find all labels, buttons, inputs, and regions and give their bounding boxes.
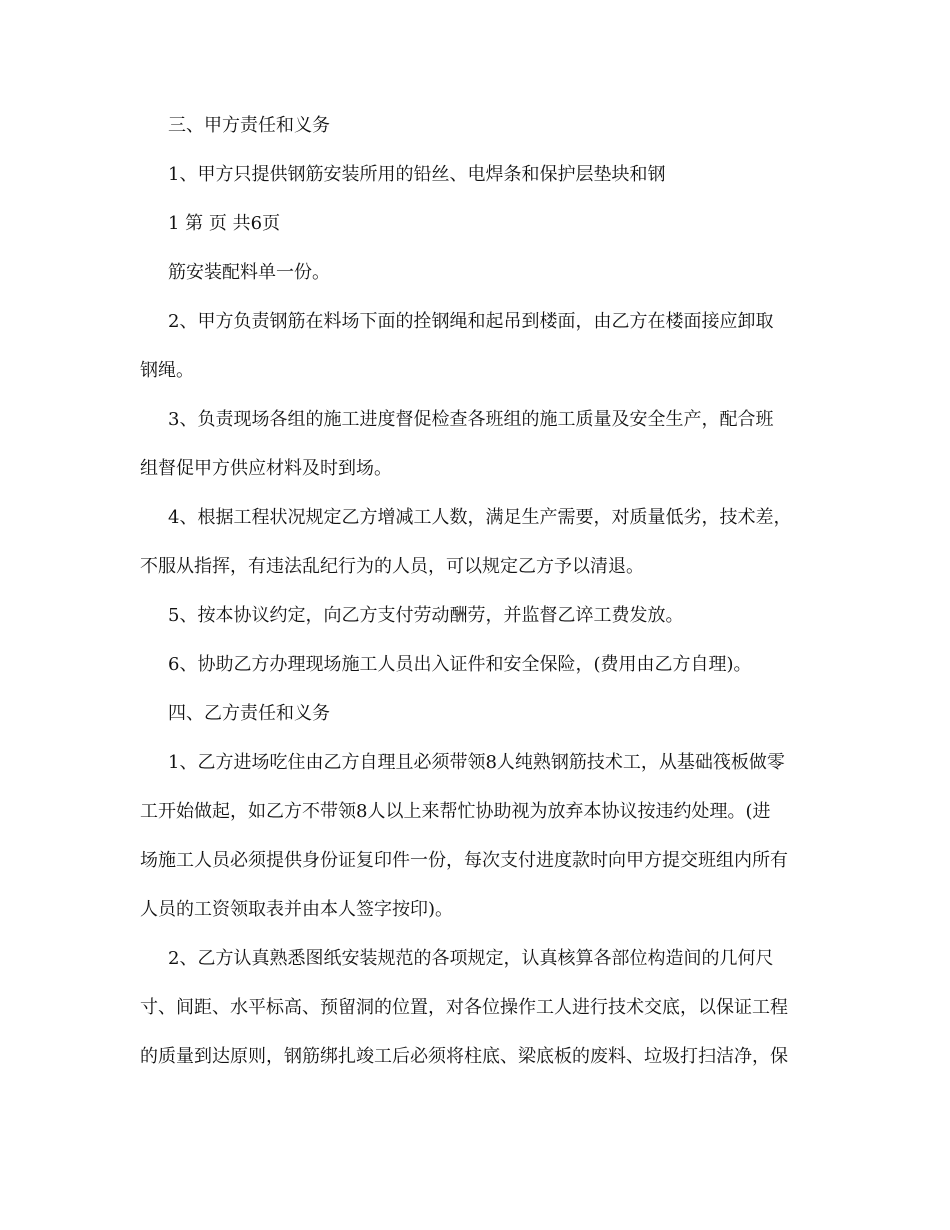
paragraph-line: 组督促甲方供应材料及时到场。 <box>140 458 392 479</box>
paragraph-line: 筋安装配料单一份。 <box>168 262 330 283</box>
paragraph-line: 不服从指挥，有违法乱纪行为的人员，可以规定乙方予以清退。 <box>140 556 644 577</box>
paragraph-line: 场施工人员必须提供身份证复印件一份，每次支付进度款时向甲方提交班组内所有 <box>140 850 788 871</box>
paragraph-line: 钢绳。 <box>140 360 194 381</box>
paragraph-line: 3、负责现场各组的施工进度督促检查各班组的施工质量及安全生产，配合班 <box>168 409 774 430</box>
paragraph-line: 的质量到达原则，钢筋绑扎竣工后必须将柱底、梁底板的废料、垃圾打扫洁净，保 <box>140 1046 788 1067</box>
paragraph-line: 工开始做起，如乙方不带领8人以上来帮忙协助视为放弃本协议按违约处理。(进 <box>140 801 771 822</box>
paragraph-line: 6、协助乙方办理现场施工人员出入证件和安全保险，(费用由乙方自理)。 <box>168 654 752 675</box>
page-number: 1 第 页 共6页 <box>168 213 281 234</box>
section-heading-party-a: 三、甲方责任和义务 <box>168 115 330 136</box>
paragraph-line: 2、甲方负责钢筋在料场下面的拴钢绳和起吊到楼面，由乙方在楼面接应卸取 <box>168 311 774 332</box>
paragraph-line: 5、按本协议约定，向乙方支付劳动酬劳，并监督乙谇工费发放。 <box>168 605 684 626</box>
paragraph-line: 人员的工资领取表并由本人签字按印)。 <box>140 899 454 920</box>
paragraph-line: 1、甲方只提供钢筋安装所用的铅丝、电焊条和保护层垫块和钢 <box>168 164 666 185</box>
section-heading-party-b: 四、乙方责任和义务 <box>168 703 330 724</box>
paragraph-line: 4、根据工程状况规定乙方增减工人数，满足生产需要，对质量低劣，技术差， <box>168 507 792 528</box>
paragraph-line: 1、乙方进场吃住由乙方自理且必须带领8人纯熟钢筋技术工，从基础筏板做零 <box>168 752 785 773</box>
paragraph-line: 2、乙方认真熟悉图纸安装规范的各项规定，认真核算各部位构造间的几何尺 <box>168 948 774 969</box>
paragraph-line: 寸、间距、水平标高、预留洞的位置，对各位操作工人进行技术交底，以保证工程 <box>140 997 788 1018</box>
